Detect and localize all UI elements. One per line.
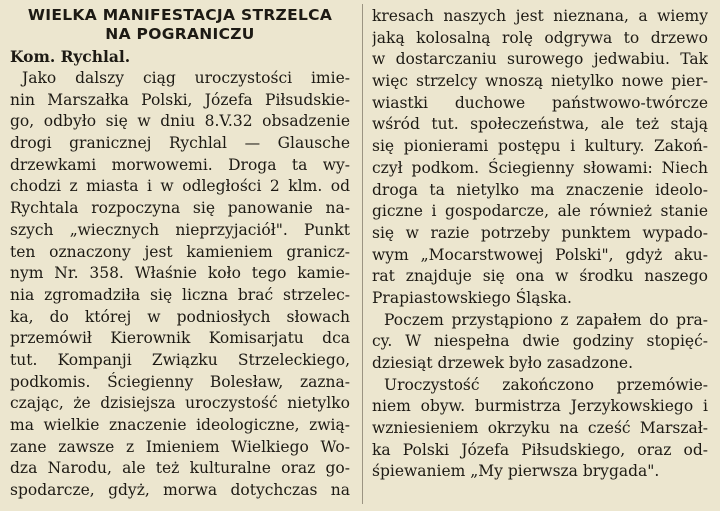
text-line: nin Marszałka Polski, Józefa Piłsudskie- (10, 90, 350, 109)
text-line: tut. Kompanji Związku Strzeleckiego, (10, 350, 350, 369)
text-line: się pionierami postępu i kultury. Zakoń- (372, 137, 708, 156)
text-line: ma wielkie znaczenie ideologiczne, zwią- (10, 416, 350, 434)
text-line: rat znajduje się ona w środku naszego (372, 267, 708, 286)
text-line: niem obyw. burmistrza Jerzykowskiego i (372, 397, 708, 416)
text-line: nia zgromadziła się liczna brać strzelec- (10, 285, 350, 304)
text-line: Prapiastowskiego Śląska. (372, 288, 572, 307)
text-line: przemówił Kierownik Komisarjatu dca (10, 329, 350, 348)
text-line: go, odbyło się w dniu 8.V.32 obsadzenie (10, 112, 350, 131)
text-line: Uroczystość zakończono przemówie- (384, 375, 708, 394)
text-line: spodarcze, gdyż, morwa dotychczas na (10, 481, 350, 500)
text-line: drogi granicznej Rychlal — Glausche (10, 134, 350, 153)
text-line: Jako dalszy ciąg uroczystości imie- (22, 69, 350, 87)
text-line: wym „Mocarstwowej Polski", gdyż aku- (372, 245, 708, 264)
text-line: ka, do której w podniosłych słowach (10, 307, 350, 326)
title-line: WIELKA MANIFESTACJA STRZELCA (27, 6, 333, 24)
text-line: podkomis. Ściegienny Bolesław, zazna- (10, 372, 350, 391)
text-line: szych „wiecznych nieprzyjaciół". Punkt (10, 220, 350, 239)
text-line: czył podkom. Ściegienny słowami: Niech (372, 158, 708, 177)
text-line: giczne i gospodarcze, ale również stanie (372, 202, 708, 221)
text-line: w dostarczaniu surowego jedwabiu. Tak (372, 50, 708, 69)
text-line: kresach naszych jest nieznana, a wiemy (372, 7, 708, 25)
right-paragraphs (372, 6, 708, 483)
left-paragraph (10, 68, 350, 502)
column-divider (362, 4, 363, 504)
text-line: Rychtala rozpoczyna się panowanie na- (10, 199, 350, 218)
text-line: nym Nr. 358. Właśnie koło tego kamie- (10, 264, 350, 283)
text-line: droga ta nietylko ma znaczenie ideolo- (372, 180, 708, 199)
text-line: jaką kolosalną rolę odgrywa to drzewo (372, 28, 708, 47)
text-line: dza Narodu, ale też kulturalne oraz go- (10, 459, 350, 478)
text-line: ten oznaczony jest kamieniem granicz- (10, 242, 350, 261)
text-line: więc strzelcy wnoszą nietylko nowe pier- (372, 72, 708, 91)
right-column (372, 0, 708, 483)
text-line: wśród tut. społeczeństwa, ale też stają (372, 115, 708, 134)
text-line: Poczem przystąpiono z zapałem do pra- (384, 310, 708, 329)
text-line: zane zawsze z Imieniem Wielkiego Wo- (10, 437, 350, 456)
text-line: wiastki duchowe państwowo-twórcze (372, 93, 708, 112)
text-line: śpiewaniem „My pierwsza brygada". (372, 462, 660, 481)
text-line: czając, że dzisiejsza uroczystość nietylko (10, 394, 350, 413)
text-line: cy. W niespełna dwie godziny stopięć- (372, 332, 708, 351)
text-line: chodzi z miasta i w odległości 2 klm. od (10, 177, 350, 196)
text-line: się w razie potrzeby punktem wypado- (372, 223, 708, 242)
text-line: ka Polski Józefa Piłsudskiego, oraz od- (372, 440, 708, 459)
title-line: NA POGRANICZU (105, 25, 255, 43)
text-line: dziesiąt drzewek było zasadzone. (372, 354, 634, 372)
text-line: drzewkami morwowemi. Droga ta wy- (10, 155, 350, 174)
article-title (10, 6, 350, 44)
text-line: wzniesieniem okrzyku na cześć Marszał- (372, 419, 708, 438)
left-column (10, 0, 350, 502)
byline: Kom. Rychlal. (10, 47, 131, 66)
